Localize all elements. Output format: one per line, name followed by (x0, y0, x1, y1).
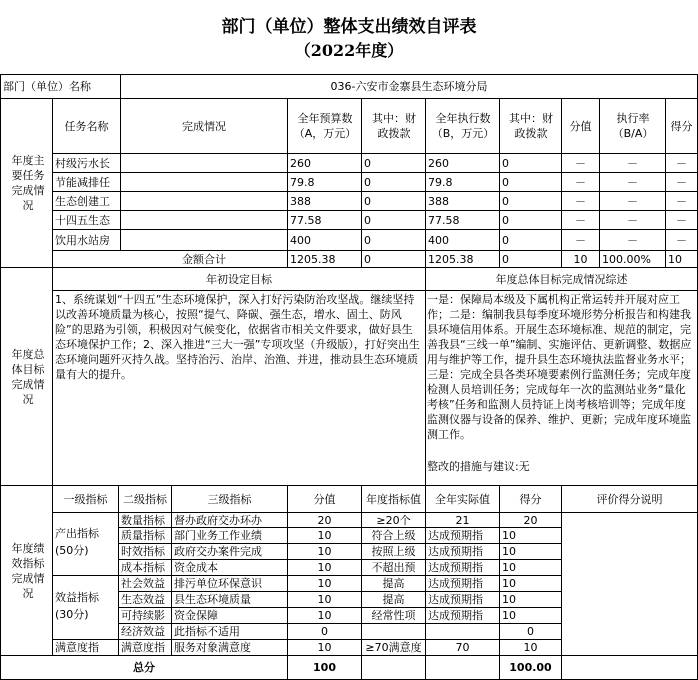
header-exec: 全年执行数（B，万元） (431, 112, 495, 140)
indicator-l3: 督办政府交办环办 (174, 513, 262, 527)
indicator-got: 10 (502, 529, 516, 542)
task-exec-fiscal: 0 (502, 233, 509, 247)
task-got: － (676, 194, 687, 208)
indicator-target: 提高 (382, 577, 405, 590)
task-score: － (575, 213, 586, 227)
indicator-l2: 社会效益 (121, 577, 165, 590)
indicator-actual (426, 624, 499, 639)
header-remark: 评价得分说明 (596, 492, 663, 506)
indicator-actual: 达成预期指 (428, 609, 483, 622)
indicator-target: 符合上级 (371, 529, 416, 542)
indicator-l2: 数量指标 (121, 513, 165, 527)
task-budget-fiscal: 0 (364, 233, 371, 247)
indicator-score: 10 (317, 641, 332, 654)
task-rate: － (627, 175, 638, 189)
total-got: 10 (668, 252, 682, 266)
header-status: 完成情况 (182, 119, 226, 133)
header-target: 年度指标值 (366, 492, 421, 506)
indicator-target: 按照上级 (371, 545, 416, 558)
header-task: 任务名称 (64, 119, 109, 133)
indicator-l3: 政府交办案件完成 (174, 545, 262, 558)
indicator-actual: 21 (455, 513, 470, 527)
task-exec: 388 (428, 194, 449, 208)
task-name: 节能减排任 (55, 175, 110, 189)
task-exec: 400 (428, 233, 449, 247)
header-exec-fiscal: 其中：财政拨款 (509, 112, 553, 140)
task-score: － (575, 175, 586, 189)
indicator-l3: 县生态环境质量 (174, 593, 251, 606)
indicator-score: 0 (321, 625, 328, 638)
task-budget: 388 (290, 194, 311, 208)
indicator-score: 10 (317, 545, 332, 558)
task-name: 生态创建工 (55, 194, 110, 208)
grand-total-score: 100 (313, 661, 336, 674)
indicator-target (362, 624, 425, 639)
header-actual: 全年实际值 (435, 492, 490, 506)
total-budget: 1205.38 (290, 252, 336, 266)
task-exec: 260 (428, 156, 449, 170)
indicator-l2: 可持续影 (121, 609, 165, 622)
header-l1: 一级指标 (63, 492, 108, 506)
rectify-text: 整改的措施与建议:无 (427, 460, 530, 473)
page-subtitle: （2022年度） (294, 41, 404, 60)
indicator-actual: 达成预期指 (428, 593, 483, 606)
total-rate: 100.00% (602, 252, 651, 266)
task-got: － (676, 156, 687, 170)
header-indicator-got: 得分 (519, 492, 542, 506)
task-got: － (676, 233, 687, 247)
task-exec: 79.8 (428, 175, 453, 189)
total-budget-fiscal: 0 (364, 252, 371, 266)
task-exec-fiscal: 0 (502, 213, 509, 227)
indicator-l3: 服务对象满意度 (174, 641, 251, 654)
total-label: 金额合计 (182, 252, 226, 266)
task-score: － (575, 233, 586, 247)
indicator-actual: 达成预期指 (428, 561, 483, 574)
header-budget: 全年预算数（A，万元） (293, 112, 357, 140)
page-title: 部门（单位）整体支出绩效自评表 (221, 17, 477, 37)
group-benefit-points: (30分) (55, 608, 89, 621)
indicator-got: 10 (502, 577, 516, 590)
total-score: 10 (573, 252, 588, 266)
indicator-got: 10 (502, 561, 516, 574)
indicator-score: 10 (317, 561, 332, 574)
indicator-score: 20 (317, 513, 332, 527)
indicator-score: 10 (317, 593, 332, 606)
section3-label: 年度绩效指标完成情况 (11, 541, 45, 600)
task-score: － (575, 194, 586, 208)
summary-header: 年度总体目标完成情况综述 (495, 272, 628, 286)
header-budget-fiscal: 其中：财政拨款 (372, 112, 416, 140)
task-budget-fiscal: 0 (364, 156, 371, 170)
task-rate: － (627, 213, 638, 227)
task-budget: 79.8 (290, 175, 315, 189)
indicator-l2: 经济效益 (121, 625, 165, 638)
indicator-actual: 达成预期指 (428, 577, 483, 590)
indicator-target: 不超出预 (371, 561, 416, 574)
summary-text: 一是：保障局本级及下属机构正常运转并开展对应工作；二是：编制我县每季度环境形势分析报告和构建我县环境信用体系。开展生态环境标准、规范的制定，完善我县“三线一单”编制、实施评估、更新调整、数据应用与维护等工作，提升县生态环境执法监督业务水平；三是：完成全县各类环境要素例行监测任务；完成年度检测人员培训任务；完成每年一次的监测站业务“量化考核”任务和监测人员持证上岗考核培训等；完成年度监测仪器与设备的保养、维护、更新；完成年度环境监测工作。 (427, 293, 692, 441)
task-budget-fiscal: 0 (364, 194, 371, 208)
unit-name: 036-六安市金寨县生态环境分局 (330, 80, 488, 93)
indicator-l3: 排污单位环保意识 (174, 577, 262, 590)
task-rate: － (627, 194, 638, 208)
goal-text: 1、系统谋划“十四五”生态环境保护，深入打好污染防治攻坚战。继续坚持以改善环境质量为核心，按照“提气、降碳、强生态，增水、固土、防风险”的思路为引领，积极因对气候变化，依据省市相关文件要求，做好县生态环境保护工作；2、深入推进“三大一强”专项攻坚（升级版），打好突出生态环境问题歼灭持久战。坚持治污、治岸、治渔、并进，推动县生态环境质量有大的提升。 (55, 293, 420, 381)
header-l3: 三级指标 (207, 492, 252, 506)
task-name: 村级污水长 (55, 156, 110, 170)
grand-total-label: 总分 (133, 661, 155, 674)
section2-label: 年度总体目标完成情况 (11, 347, 45, 406)
task-budget-fiscal: 0 (364, 213, 371, 227)
indicator-score: 10 (317, 529, 332, 542)
section1-label: 年度主要任务完成情况 (11, 154, 45, 212)
indicator-l2: 成本指标 (121, 561, 165, 574)
indicator-got: 10 (523, 641, 538, 654)
header-score: 分值 (569, 119, 592, 133)
indicator-l3: 此指标不适用 (174, 625, 240, 638)
header-l2: 二级指标 (123, 492, 167, 506)
indicator-l2: 满意度指 (121, 641, 165, 654)
indicator-target: 提高 (382, 593, 405, 606)
header-rate: 执行率（B/A） (612, 112, 654, 140)
indicator-actual: 达成预期指 (428, 529, 483, 542)
group-output: 产出指标 (55, 527, 99, 540)
task-got: － (676, 175, 687, 189)
indicator-got: 10 (502, 545, 516, 558)
indicator-got: 20 (523, 513, 538, 527)
task-exec-fiscal: 0 (502, 194, 509, 208)
unit-label: 部门（单位）名称 (3, 80, 91, 93)
task-rate: － (627, 156, 638, 170)
indicator-target: 经常性项 (371, 609, 416, 622)
task-name: 十四五生态 (55, 213, 110, 227)
group-benefit: 效益指标 (55, 591, 99, 604)
indicator-l2: 质量指标 (121, 529, 165, 542)
goal-header: 年初设定目标 (206, 272, 272, 286)
indicator-target: ≥20个 (376, 513, 411, 527)
task-budget: 400 (290, 233, 311, 247)
task-budget: 260 (290, 156, 311, 170)
indicator-actual: 达成预期指 (428, 545, 483, 558)
task-budget: 77.58 (290, 213, 322, 227)
indicator-l2: 生态效益 (121, 593, 165, 606)
indicator-l3: 资金成本 (174, 561, 218, 574)
task-score: － (575, 156, 586, 170)
task-budget-fiscal: 0 (364, 175, 371, 189)
task-rate: － (627, 233, 638, 247)
group-output-points: (50分) (55, 544, 89, 557)
indicator-score: 10 (317, 577, 332, 590)
indicator-target: ≥70满意度 (365, 641, 422, 654)
group-satisfaction: 满意度指 (55, 641, 99, 654)
task-name: 饮用水站房 (55, 233, 110, 247)
indicator-score: 10 (317, 609, 332, 622)
indicator-actual: 70 (455, 641, 470, 654)
header-got: 得分 (670, 119, 693, 133)
indicator-got: 10 (502, 609, 516, 622)
task-exec-fiscal: 0 (502, 156, 509, 170)
total-exec: 1205.38 (428, 252, 474, 266)
indicator-got: 0 (527, 625, 534, 638)
grand-total-got: 100.00 (509, 661, 552, 674)
indicator-got: 10 (502, 593, 516, 606)
indicator-l3: 资金保障 (174, 609, 218, 622)
header-indicator-score: 分值 (313, 492, 336, 506)
task-got: － (676, 213, 687, 227)
task-exec: 77.58 (428, 213, 460, 227)
task-exec-fiscal: 0 (502, 175, 509, 189)
indicator-l2: 时效指标 (121, 545, 165, 558)
indicator-l3: 部门业务工作业绩 (174, 529, 262, 542)
total-exec-fiscal: 0 (502, 252, 509, 266)
